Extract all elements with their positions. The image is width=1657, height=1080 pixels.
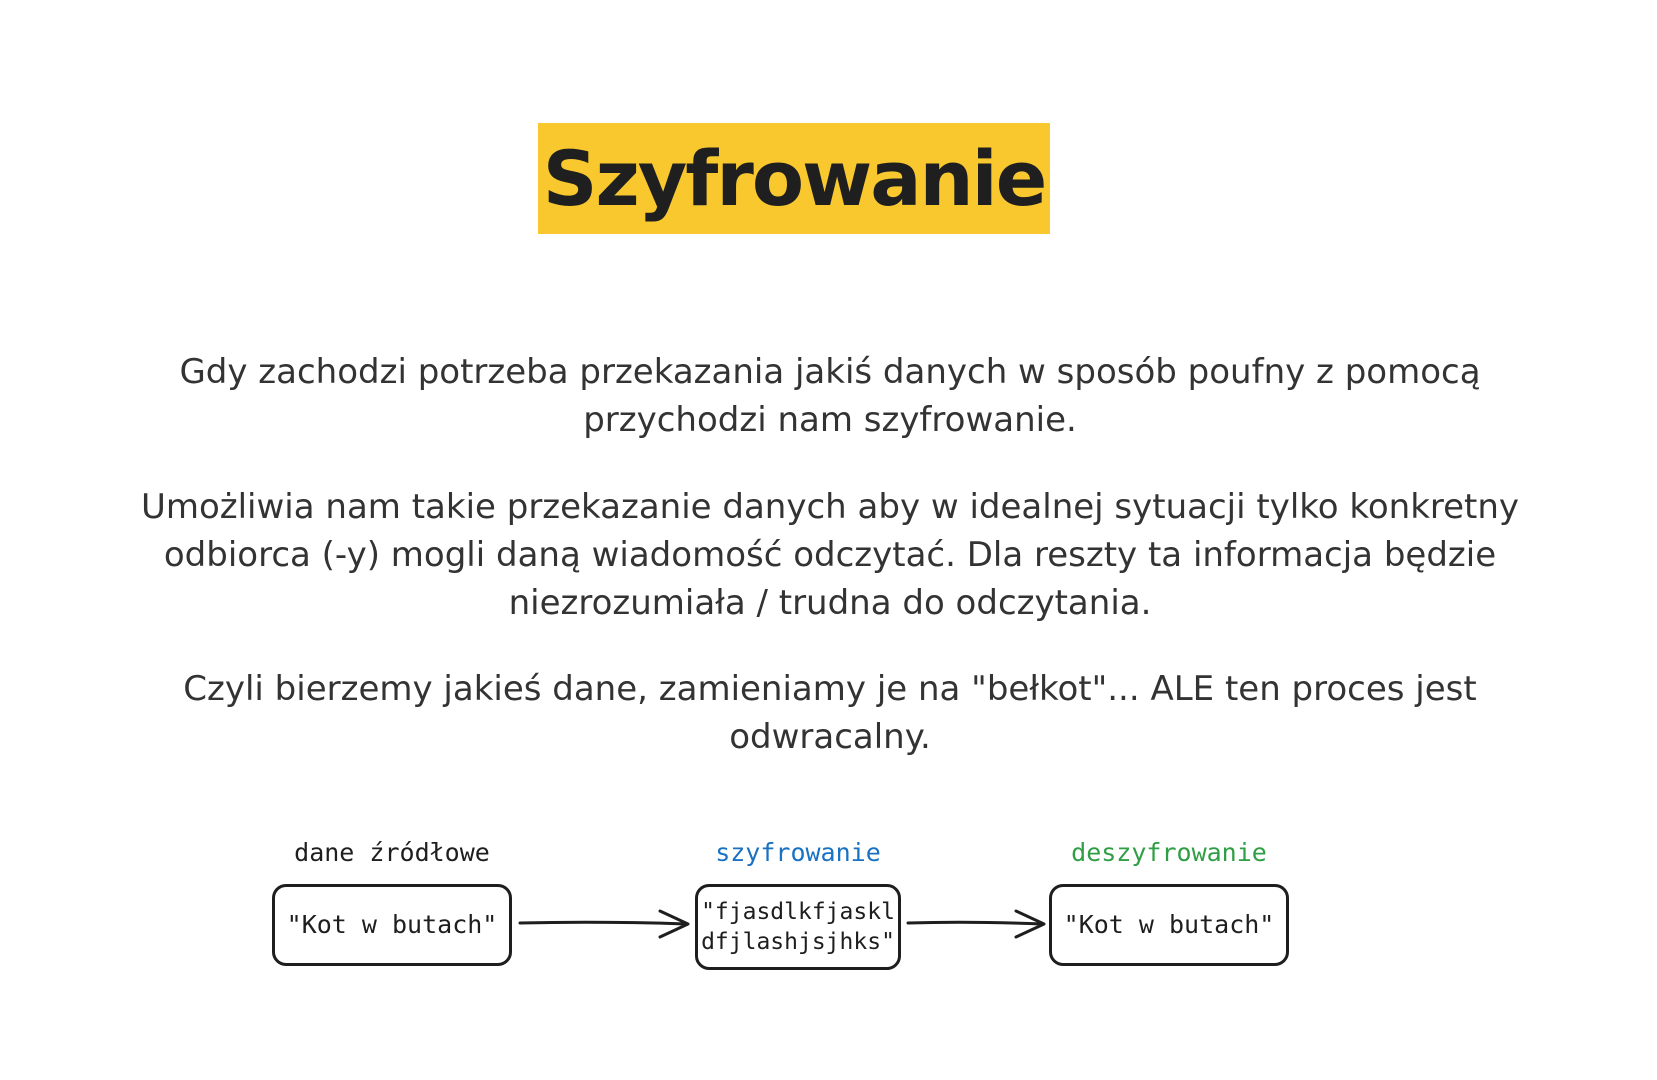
step-3-box xyxy=(1049,884,1289,966)
arrow-2 xyxy=(908,911,1044,937)
arrow-1 xyxy=(520,911,688,937)
step-1-box xyxy=(272,884,512,966)
paragraph-3 xyxy=(80,665,1580,761)
paragraph-3-line-1: Czyli bierzemy jakieś dane, zamieniamy je na "bełkot"... ALE ten proces jest xyxy=(183,669,1477,709)
step-1-label: dane źródłowe xyxy=(294,838,490,867)
step-2-label: szyfrowanie xyxy=(715,838,881,867)
title-highlight xyxy=(538,123,1050,234)
step-2-text: "fjasdlkfjaskl dfjlashjsjhks" xyxy=(701,899,895,955)
paragraph-2-line-2: odbiorca (-y) mogli daną wiadomość odczytać. Dla reszty ta informacja będzie xyxy=(163,535,1497,575)
paragraph-2-line-3: niezrozumiała / trudna do odczytania. xyxy=(508,583,1152,623)
paragraph-1 xyxy=(80,348,1580,444)
paragraph-1-line-2: przychodzi nam szyfrowanie. xyxy=(583,400,1077,440)
step-3-text: "Kot w butach" xyxy=(1063,910,1275,939)
paragraph-1-line-1: Gdy zachodzi potrzeba przekazania jakiś danych w sposób poufny z pomocą xyxy=(179,352,1481,392)
step-2-box xyxy=(695,884,901,970)
paragraph-2-line-1: Umożliwia nam takie przekazanie danych aby w idealnej sytuacji tylko konkretny xyxy=(140,487,1520,527)
step-3-label: deszyfrowanie xyxy=(1071,838,1267,867)
page-title: Szyfrowanie xyxy=(542,133,1046,223)
encryption-diagram xyxy=(0,820,1657,1000)
paragraph-2 xyxy=(80,483,1580,627)
step-1-text: "Kot w butach" xyxy=(286,910,498,939)
paragraph-3-line-2: odwracalny. xyxy=(729,717,931,757)
